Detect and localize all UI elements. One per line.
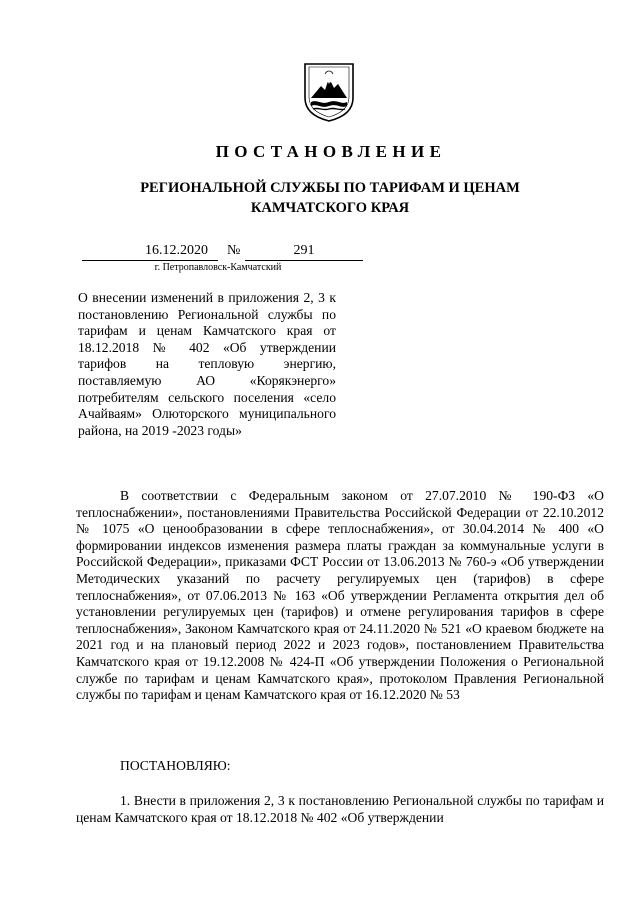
issuing-authority-line-2: КАМЧАТСКОГО КРАЯ bbox=[250, 200, 410, 216]
issuing-authority-line-1: РЕГИОНАЛЬНОЙ СЛУЖБЫ ПО ТАРИФАМ И ЦЕНАМ bbox=[140, 180, 520, 196]
document-number: 291 bbox=[245, 242, 363, 261]
decree-word: ПОСТАНОВЛЯЮ: bbox=[120, 758, 231, 773]
document-subject: О внесении изменений в приложения 2, 3 к постановлению Региональной службы по тарифам и ценам Камчатского края от 18.12.2018 № 402 «Об утверждении тарифов на тепловую энергию, поставляемую АО «Корякэнерго» потребителям сельского поселения «село Ачайваям» Олюторского муниципального района, на 2019 -2023 годы» bbox=[78, 290, 336, 438]
issuing-authority bbox=[0, 178, 640, 218]
document-title: ПОСТАНОВЛЕНИЕ bbox=[215, 142, 447, 161]
document-date: 16.12.2020 bbox=[82, 242, 218, 261]
clause-1-paragraph: 1. Внести в приложения 2, 3 к постановлению Региональной службы по тарифам и ценам Камчатского края от 18.12.2018 № 402 «Об утверждении bbox=[76, 793, 604, 825]
document-city: г. Петропавловск-Камчатский bbox=[154, 262, 282, 273]
kamchatka-emblem-icon bbox=[301, 62, 357, 122]
preamble-paragraph: В соответствии с Федеральным законом от 27.07.2010 № 190-ФЗ «О теплоснабжении», постановлениями Правительства Российской Федерации от 22.10.2012 № 1075 «О ценообразовании в сфере теплоснабжения», от 30.04.2014 № 400 «О формировании индексов изменения размера платы граждан за коммунальные услуги в Российской Федерации», приказами ФСТ России от 13.06.2013 № 760-э «Об утверждении Методических указаний по расчету регулируемых цен (тарифов) в сфере теплоснабжения», от 07.06.2013 № 163 «Об утверждении Регламента открытия дел об установлении регулируемых цен (тарифов) и отмене регулирования тарифов в сфере теплоснабжения», Законом Камчатского края от 24.11.2020 № 521 «О краевом бюджете на 2021 год и на плановый период 2022 и 2023 годов», постановлением Правительства Камчатского края от 19.12.2008 № 424-П «Об утверждении Положения о Региональной службе по тарифам и ценам Камчатского края», протоколом Правления Региональной службы по тарифам и ценам Камчатского края от 16.12.2020 № 53 bbox=[76, 488, 604, 703]
number-sign: № bbox=[227, 243, 241, 258]
